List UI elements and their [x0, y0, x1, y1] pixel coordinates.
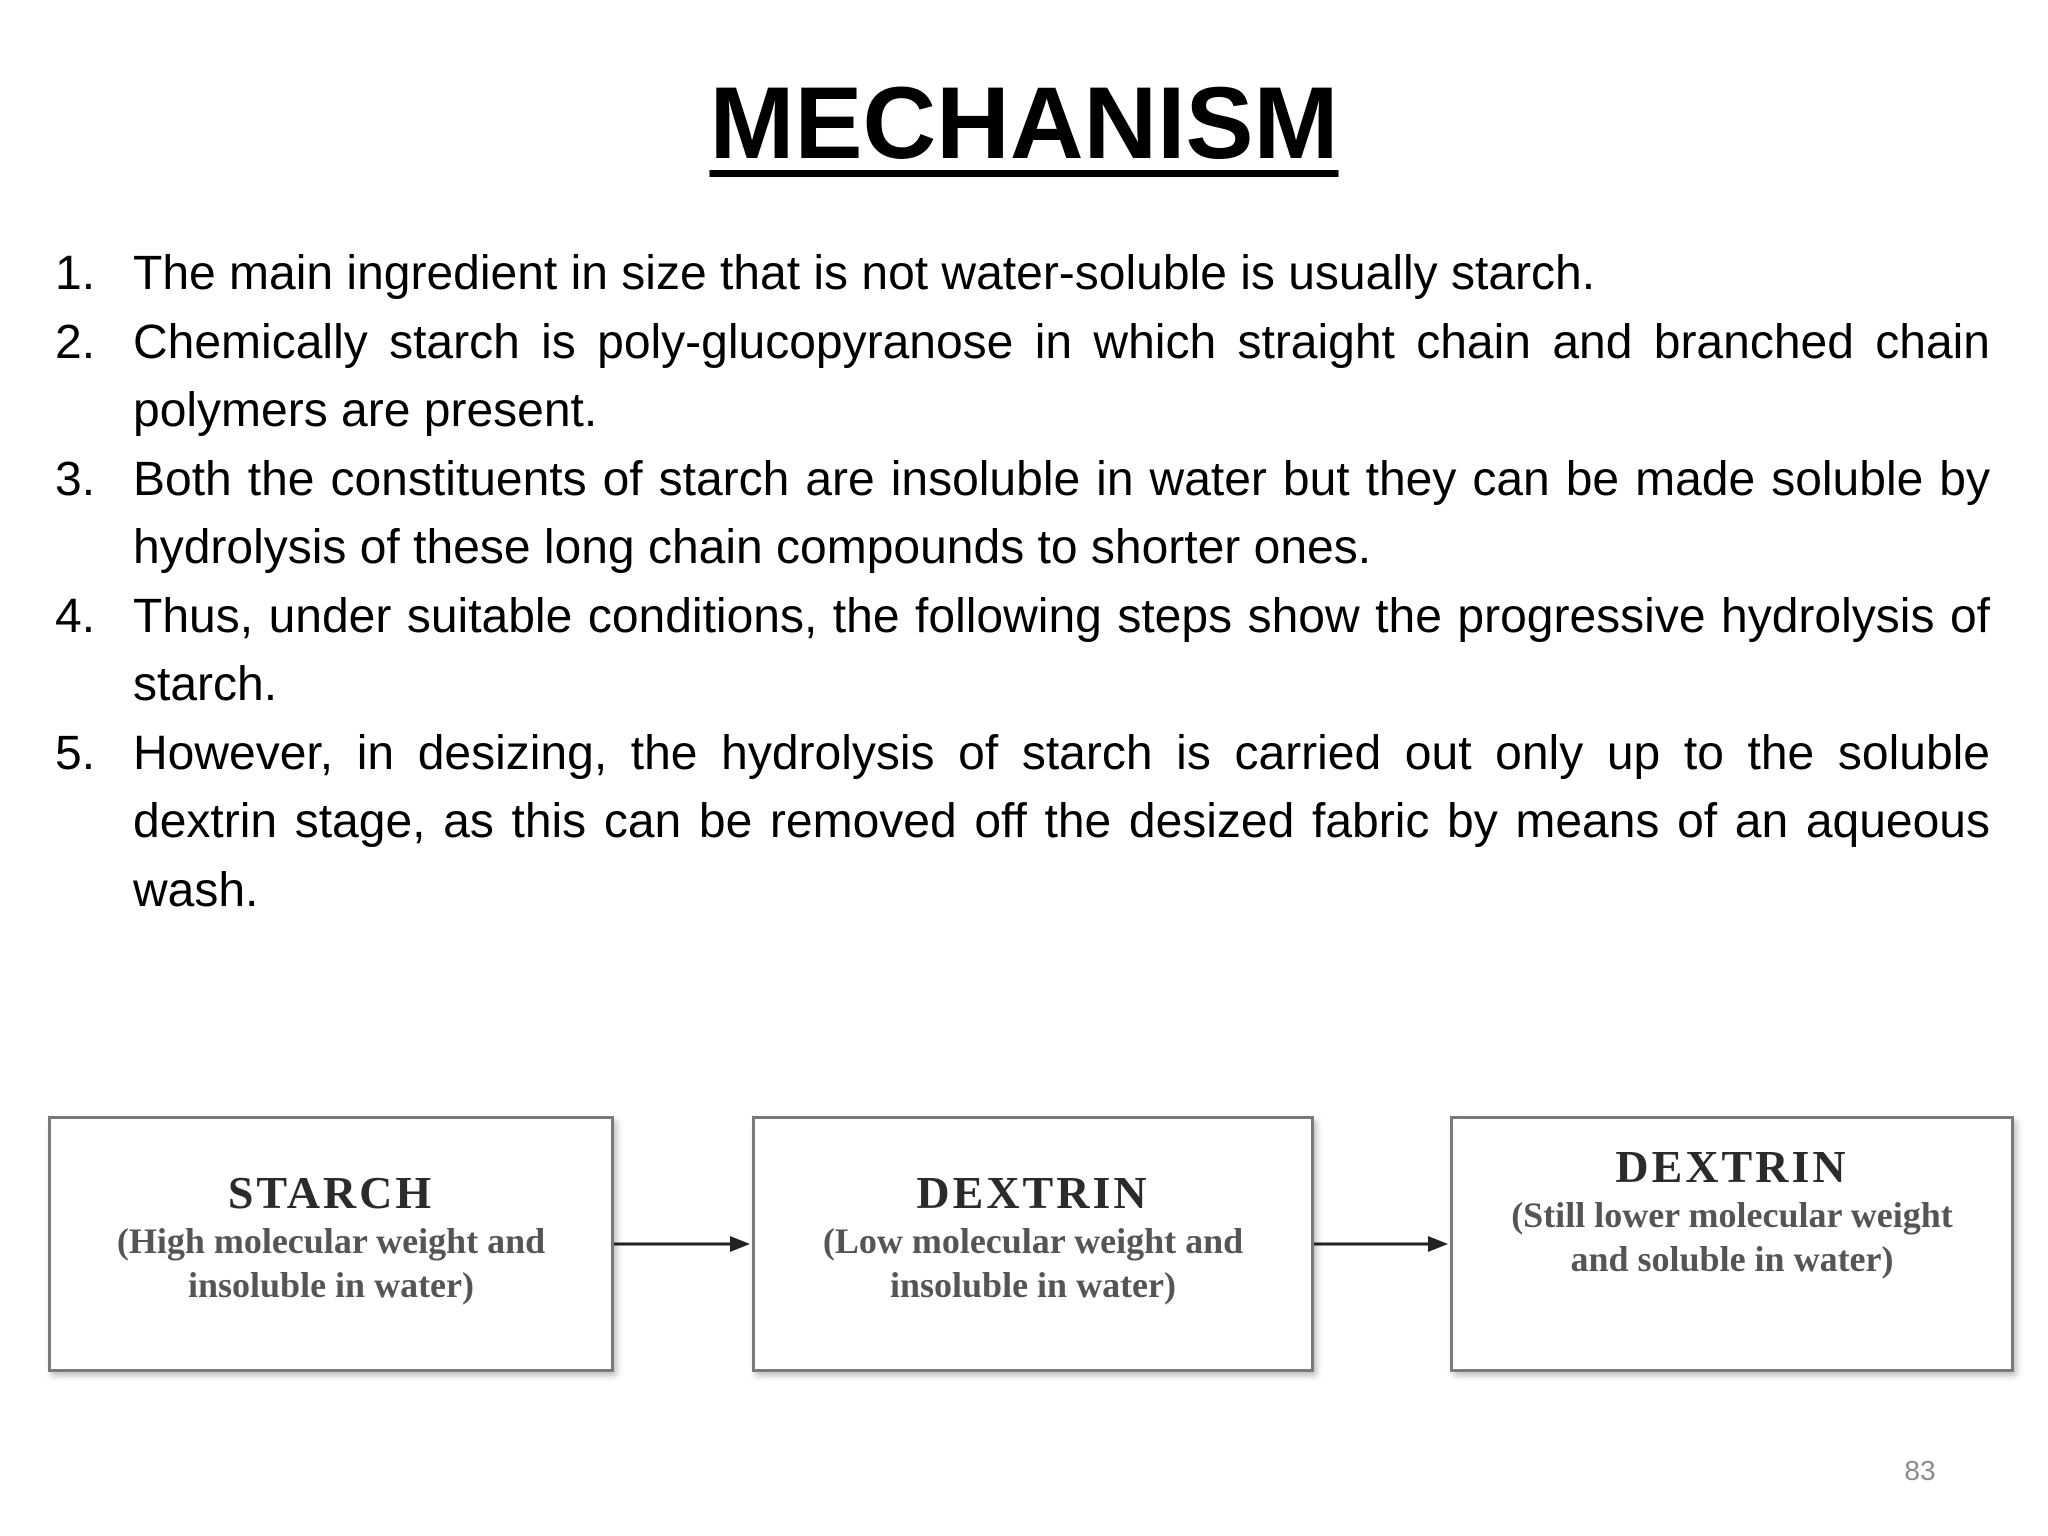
- flow-step-description: (High molecular weight and insoluble in water): [116, 1221, 546, 1305]
- list-item-number: 4.: [55, 589, 96, 643]
- list-item-text: However, in desizing, the hydrolysis of starch is carried out only up to the soluble dextrin stage, as this can be removed off the desized fabric by means of an aqueous wash.: [133, 726, 1990, 917]
- list-item-text: Both the constituents of starch are insoluble in water but they can be made soluble by hydrolysis of these long chain compounds to shorter ones.: [133, 452, 1990, 574]
- page-number: 83: [1904, 1455, 1936, 1486]
- slide-title-text: MECHANISM: [709, 66, 1339, 180]
- flow-step-description: (Low molecular weight and insoluble in water): [822, 1221, 1244, 1305]
- flow-step-title: DEXTRIN: [916, 1167, 1150, 1218]
- flow-arrow-2: [1314, 1224, 1454, 1264]
- flow-step-title: DEXTRIN: [1615, 1141, 1849, 1192]
- list-item-number: 5.: [55, 726, 96, 780]
- list-item-text: Thus, under suitable conditions, the following steps show the progressive hydrolysis of starch.: [133, 589, 1990, 711]
- flow-step-description: (Still lower molecular weight and soluble in water): [1511, 1195, 1953, 1279]
- flow-step-dextrin: [752, 1116, 1314, 1372]
- flow-arrow-1: [614, 1224, 754, 1264]
- flow-step-starch: [48, 1116, 614, 1372]
- list-item-text: Chemically starch is poly-glucopyranose in which straight chain and branched chain polymers are present.: [133, 315, 1990, 437]
- flow-step-title: STARCH: [227, 1167, 435, 1218]
- list-item-number: 1.: [55, 247, 96, 300]
- flow-step-soluble-dextrin: [1450, 1116, 2014, 1372]
- list-item-text: The main ingredient in size that is not water-soluble is usually starch.: [133, 247, 1596, 300]
- list-item-number: 3.: [55, 452, 96, 506]
- list-item-number: 2.: [55, 315, 96, 369]
